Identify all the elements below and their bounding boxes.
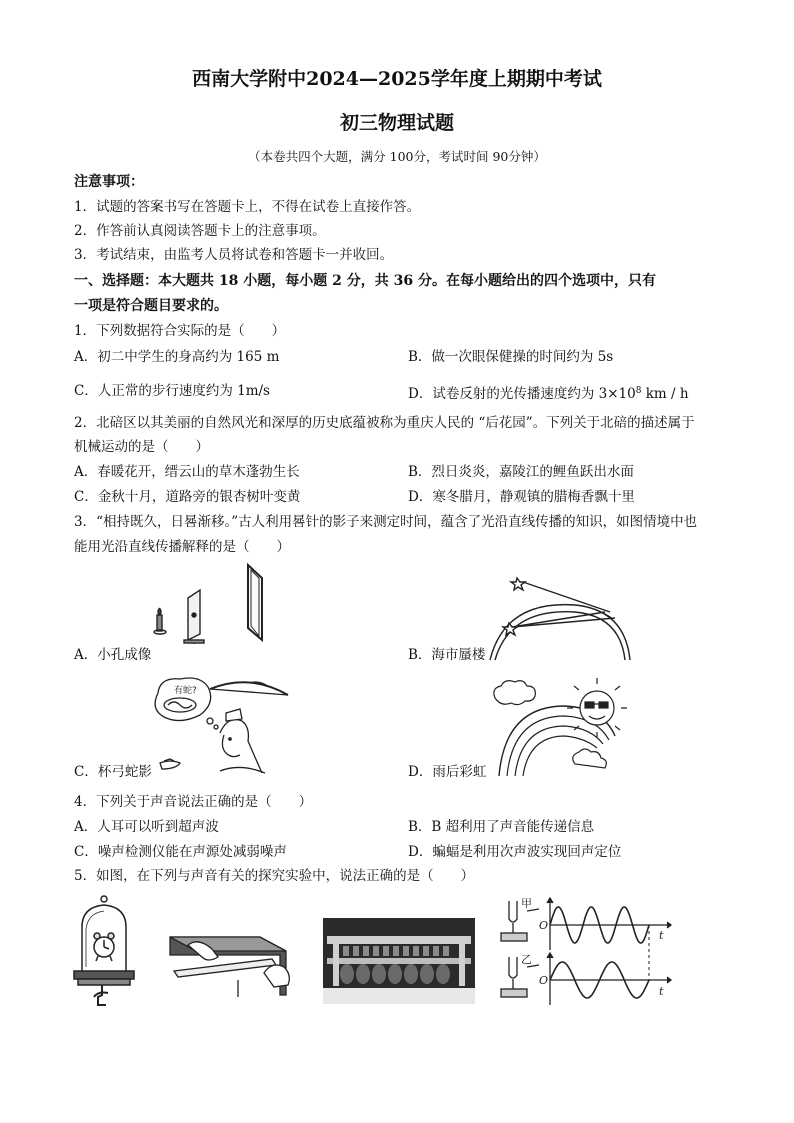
notice-item: 1．试题的答案书写在答题卡上，不得在试卷上直接作答。 xyxy=(74,199,421,215)
option-b: B．海市蜃楼 xyxy=(408,647,486,663)
option-d-text: D．试卷反射的光传播速度约为 3×10 xyxy=(408,386,636,402)
option-d xyxy=(408,382,689,403)
question-stem: 3．“相持既久，日晷渐移。”古人利用晷针的影子来测定时间，蕴含了光沿直线传播的知识，如图情境中也 xyxy=(74,514,698,530)
option-b: B．烈日炎炎，嘉陵江的鲤鱼跃出水面 xyxy=(408,464,634,480)
section-heading-cont: 一项是符合题目要求的。 xyxy=(74,298,228,314)
option-d-exponent: 8 xyxy=(635,386,642,396)
question-stem: 2．北碚区以其美丽的自然风光和深厚的历史底蕴被称为重庆人民的 “后花园”。下列关于北碚的描述属于 xyxy=(74,415,695,431)
option-b: B．B 超利用了声音能传递信息 xyxy=(408,819,595,835)
bell-jar-figure xyxy=(68,893,148,1011)
bow-in-cup-figure xyxy=(150,675,295,775)
option-c: C．人正常的步行速度约为 1m/s xyxy=(74,383,270,399)
fork-label-yi: 乙 xyxy=(521,953,532,966)
ruler-on-table-figure xyxy=(168,935,298,1000)
option-d: D．雨后彩虹 xyxy=(408,764,487,780)
option-c: C．噪声检测仪能在声源处减弱噪声 xyxy=(74,844,287,860)
option-b: B．做一次眼保健操的时间约为 5s xyxy=(408,349,614,365)
mirage-figure xyxy=(485,570,635,662)
tuning-fork-waveform-figure xyxy=(495,895,675,1007)
exam-info-note: （本卷共四个大题，满分 100分，考试时间 90分钟） xyxy=(248,149,546,164)
rainbow-figure xyxy=(485,676,635,776)
t-axis-label-top: t xyxy=(659,929,664,942)
exam-title: 西南大学附中2024—2025学年度上期期中考试 xyxy=(192,68,602,90)
chime-bells-photo xyxy=(323,918,475,1004)
option-d: D．蝙蝠是利用次声波实现回声定位 xyxy=(408,844,622,860)
notice-heading: 注意事项： xyxy=(74,174,144,190)
question-stem-cont: 能用光沿直线传播解释的是（ ） xyxy=(74,539,290,555)
t-axis-label-bottom: t xyxy=(659,985,664,998)
question-stem-cont: 机械运动的是（ ） xyxy=(74,439,209,455)
option-c: C．金秋十月，道路旁的银杏树叶变黄 xyxy=(74,489,301,505)
exam-subject-title: 初三物理试题 xyxy=(339,112,454,134)
option-a: A．小孔成像 xyxy=(74,647,152,663)
option-a: A．人耳可以听到超声波 xyxy=(74,819,219,835)
thought-bubble-text: 有蛇? xyxy=(174,686,197,696)
option-c: C．杯弓蛇影 xyxy=(74,764,152,780)
question-stem: 5．如图，在下列与声音有关的探究实验中，说法正确的是（ ） xyxy=(74,868,475,884)
notice-item: 2．作答前认真阅读答题卡上的注意事项。 xyxy=(74,223,326,239)
question-stem: 4．下列关于声音说法正确的是（ ） xyxy=(74,794,313,810)
origin-label-top: O xyxy=(539,919,549,932)
notice-item: 3．考试结束，由监考人员将试卷和答题卡一并收回。 xyxy=(74,247,394,263)
option-a: A．春暖花开，缙云山的草木蓬勃生长 xyxy=(74,464,300,480)
option-d-unit: km / h xyxy=(641,386,689,402)
section-heading: 一、选择题：本大题共 18 小题，每小题 2 分，共 36 分。在每小题给出的四个选项中，只有 xyxy=(74,273,656,289)
option-d: D．寒冬腊月，静观镇的腊梅香飘十里 xyxy=(408,489,635,505)
pinhole-imaging-figure xyxy=(150,560,275,645)
question-stem: 1．下列数据符合实际的是（ ） xyxy=(74,323,286,339)
origin-label-bottom: O xyxy=(539,974,549,987)
option-a: A．初二中学生的身高约为 165 m xyxy=(74,349,280,365)
fork-label-jia: 甲 xyxy=(521,897,532,910)
